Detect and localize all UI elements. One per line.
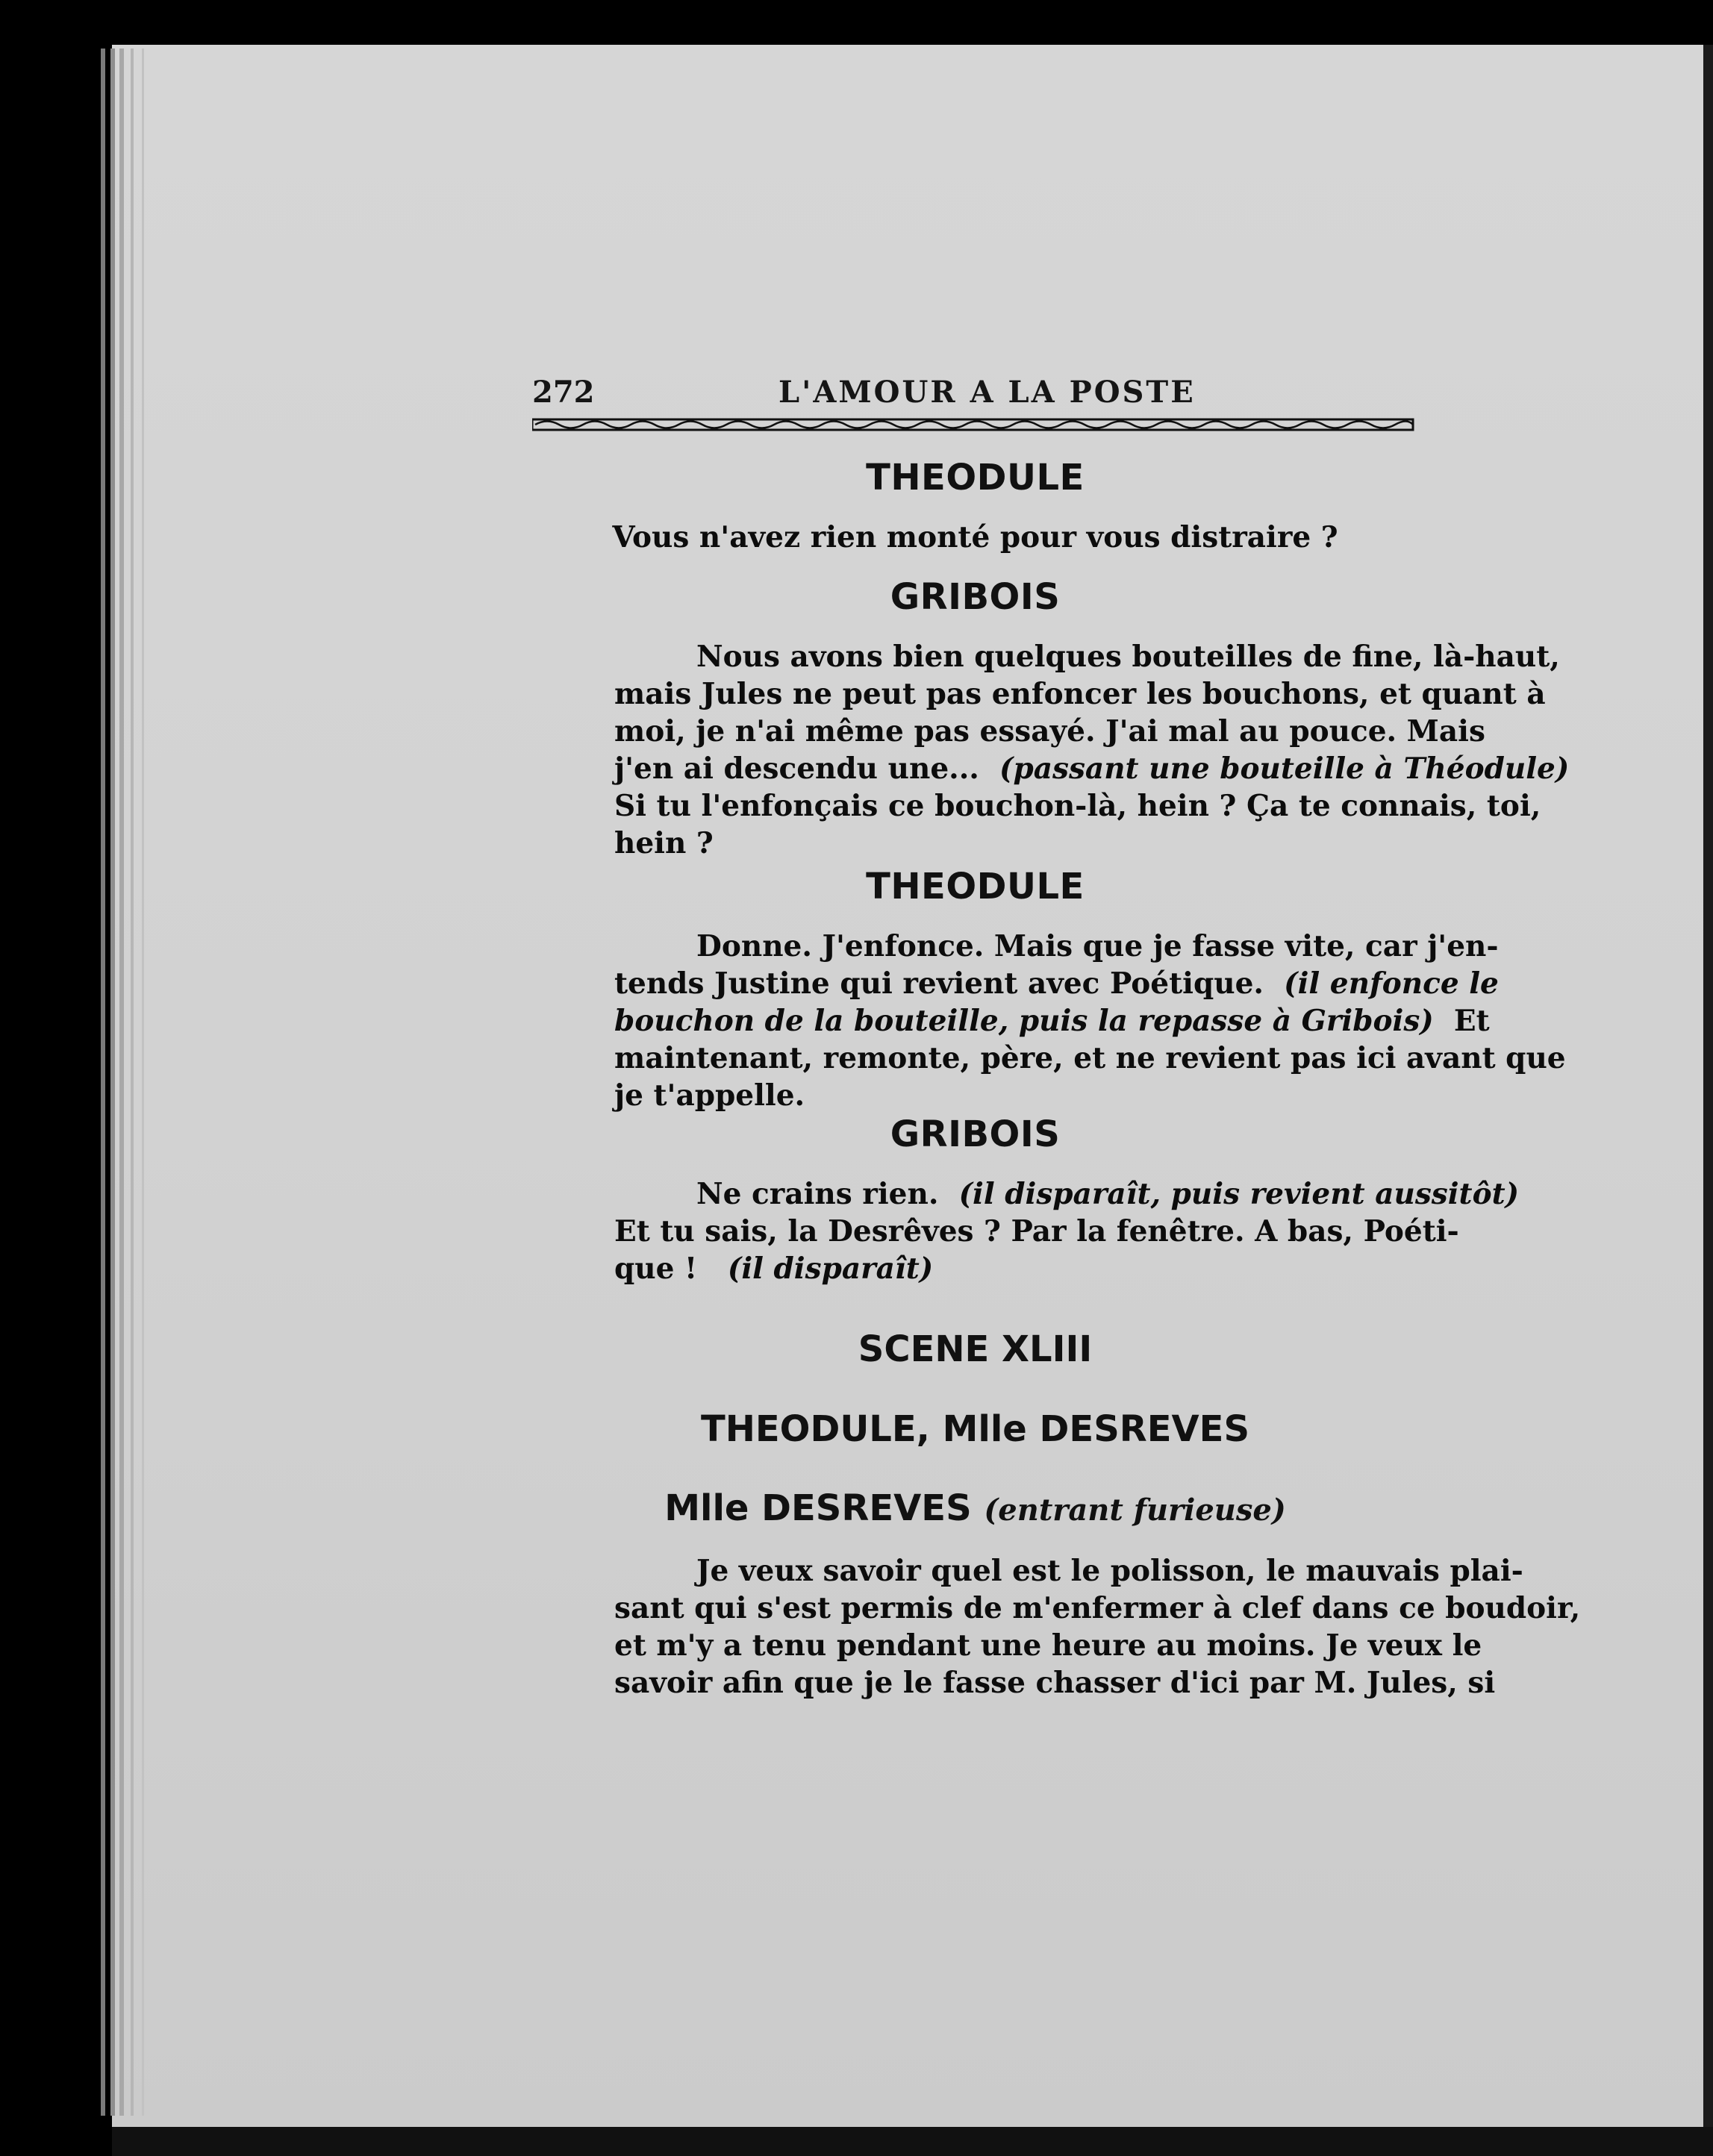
stage-direction: (il disparaît) xyxy=(727,1252,934,1286)
text-line xyxy=(532,965,1499,1002)
page-edge xyxy=(142,49,144,2116)
text-line: mais Jules ne peut pas enfoncer les bouchons, et quant à xyxy=(614,677,1546,711)
speaker-name: GRIBOIS xyxy=(890,576,1061,618)
text-line: maintenant, remonte, père, et ne revient pas ici avant que xyxy=(614,1041,1566,1075)
stage-direction: (il disparaît, puis revient aussitôt) xyxy=(958,1177,1520,1211)
text-fragment: Et xyxy=(1453,1004,1490,1038)
speaker-name: THEODULE xyxy=(866,866,1085,907)
stage-direction: bouchon de la bouteille, puis la repasse à Gribois) xyxy=(614,1004,1434,1038)
page-edge xyxy=(110,49,115,2116)
text-line: hein ? xyxy=(614,826,714,860)
dialogue-paragraph xyxy=(532,1552,1581,1702)
dialogue-paragraph xyxy=(532,638,1570,862)
text-line: Nous avons bien quelques bouteilles de fine, là-haut, xyxy=(696,640,1560,674)
scene-characters: THEODULE, Mlle DESREVES xyxy=(700,1408,1250,1450)
page-edge xyxy=(131,49,134,2116)
text-line: Et tu sais, la Desrêves ? Par la fenêtre. A bas, Poéti- xyxy=(614,1214,1459,1249)
text-line: je t'appelle. xyxy=(614,1078,805,1113)
text-line xyxy=(532,750,1570,787)
page-edge xyxy=(101,49,105,2116)
scan-border-right xyxy=(1703,45,1713,2127)
speaker-line xyxy=(532,1487,1418,1529)
dialogue-line: Vous n'avez rien monté pour vous distraire ? xyxy=(612,520,1338,554)
text-line: savoir afin que je le fasse chasser d'ici par M. Jules, si xyxy=(614,1666,1496,1700)
text-line xyxy=(532,1002,1490,1040)
scan-border-bottom xyxy=(112,2127,1713,2156)
text-line: Si tu l'enfonçais ce bouchon-là, hein ? Ça te connais, toi, xyxy=(614,789,1541,823)
text-fragment: j'en ai descendu une... xyxy=(614,752,979,786)
stage-direction: (passant une bouteille à Théodule) xyxy=(999,752,1570,786)
speaker-name: GRIBOIS xyxy=(890,1113,1061,1155)
stage-direction: (entrant furieuse) xyxy=(984,1493,1286,1528)
dialogue-paragraph xyxy=(532,1175,1520,1287)
speaker-name: THEODULE xyxy=(866,457,1085,499)
text-fragment: tends Justine qui revient avec Poétique. xyxy=(614,966,1264,1001)
text-fragment: que ! xyxy=(614,1252,698,1286)
text-line: Donne. J'enfonce. Mais que je fasse vite, car j'en- xyxy=(696,929,1499,963)
stage-direction: (il enfonce le xyxy=(1284,966,1499,1001)
text-line: sant qui s'est permis de m'enfermer à clef dans ce boudoir, xyxy=(614,1591,1581,1625)
ornamental-rule xyxy=(532,418,1418,431)
text-line xyxy=(532,1175,1520,1213)
text-line: Je veux savoir quel est le polisson, le mauvais plai- xyxy=(696,1554,1523,1588)
running-header xyxy=(532,375,1418,412)
scene-title: SCENE XLIII xyxy=(858,1328,1093,1370)
text-line xyxy=(532,1250,1418,1287)
text-line: moi, je n'ai même pas essayé. J'ai mal au pouce. Mais xyxy=(614,714,1485,749)
speaker-name: Mlle DESREVES xyxy=(664,1487,972,1529)
running-title: L'AMOUR A LA POSTE xyxy=(779,375,1196,410)
text-line: et m'y a tenu pendant une heure au moins. Je veux le xyxy=(614,1628,1482,1663)
text-fragment: Ne crains rien. xyxy=(696,1177,939,1211)
page-number: 272 xyxy=(532,375,595,410)
page-edge xyxy=(119,49,124,2116)
dialogue-paragraph xyxy=(532,928,1566,1114)
